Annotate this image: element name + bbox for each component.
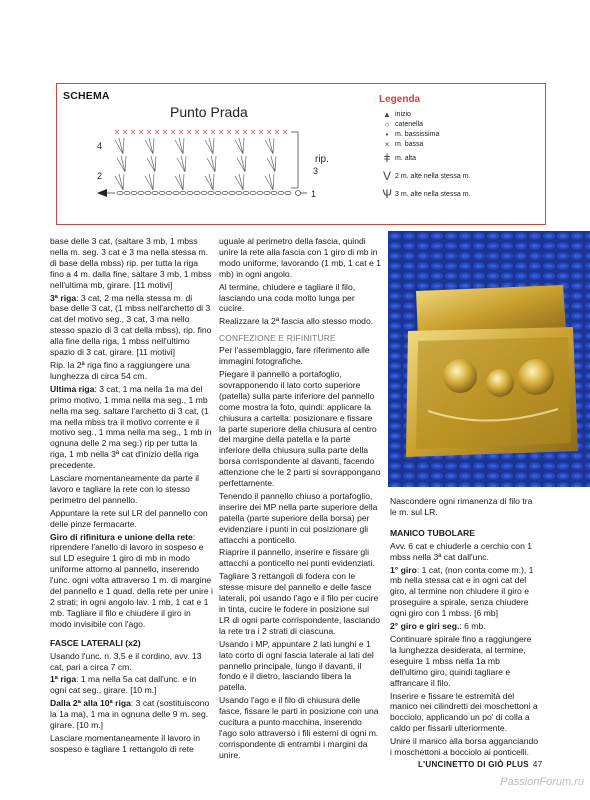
page-footer [418, 760, 542, 769]
text-column-2 [219, 236, 381, 763]
legend-item: ǂ m. alta [379, 150, 545, 167]
text-column-3 [390, 496, 540, 760]
legend-item: V 2 m. alte nella stessa m. [379, 168, 545, 185]
paragraph: Al termine, chiudere e tagliare il filo, lasciando una coda molto lunga per cucire. [219, 281, 356, 314]
single-crochet-row [115, 130, 287, 134]
paragraph: Rip. la 2ª riga fino a raggiungere una lunghezza di circa 54 cm. [50, 359, 190, 381]
paragraph: 3ª riga: 3 cat, 2 ma nella stessa m. di base delle 3 cat, (1 mbss nell'archetto di 3 cat del motivo seg., 3 cat, 3 ma nello stesso spazio di 3 cat della mbss), rip. fino alla fine della riga, 1 mbss nell'ultimo spazio di 3 cat, girare. [11 motivi] [50, 292, 212, 358]
clasp-photo [388, 231, 590, 487]
text-column-1 [50, 236, 213, 757]
paragraph: Giro di rifinitura e unione della rete: riprendere l'anello di lavoro in sospeso e sul LD eseguire 1 giro di mb in modo uniforme attorno al pannello, inserendo l'unc. ogni volta attraverso 1 m. di margine del pannello e 1 quad. della rete per unire i 2 strati; in ogni angolo lav. 1 mb, 1 cat e 1 mb. Tagliare il filo e chiudere il giro in modo invisibile con l'ago. [50, 531, 213, 629]
row-number-2: 2 [97, 171, 103, 181]
legend-item: ○ catenella [379, 120, 545, 129]
paragraph: Ultima riga: 3 cat, 1 ma nella 1a ma del primo motivo, 1 mma nella ma seg., 1 mb nella ma seg. saltare l'archetto di 3 cat, (1 ma nella mbss tra il motivo corrente e il motivo seg., 1 mma nella ma seg., 1 mb in ognuna delle 2 ma seg.) rip per tutta la riga, 1 mb nella 3ª cat d'inizio della riga precedente. [50, 383, 212, 471]
legend-item: × m. bassa [379, 140, 545, 149]
paragraph: 2° giro e giri seg.: 6 mb. [390, 621, 486, 632]
section-heading: FASCE LATERALI (x2) [50, 637, 141, 648]
rip-label: rip. [315, 154, 329, 165]
legend [379, 94, 545, 204]
legend-item: ▲ inizio [379, 110, 545, 119]
paragraph: Tagliare 3 rettangoli di fodera con le stesse misure del pannello e delle fasce laterali, poi usando l'ago e il filo per cucire in tinta, cucire le fodere in posizione sul LR di ogni parte corrispondente, lasciando la rete tra i 2 strati di ciascuna. [219, 571, 380, 636]
foundation-chain [117, 191, 291, 194]
paragraph: Continuare spirale fino a raggiungere la lunghezza desiderata, al termine, eseguire 1 mbss nella 1a mb dell'ultimo giro, quindi tagliare e affrancare il filo. [390, 633, 532, 688]
schema-box [56, 83, 546, 225]
paragraph: base delle 3 cat, (saltare 3 mb, 1 mbss nella m. seg. 3 cat e 3 ma nella stessa m. di base della mbss) rip. per tutta la riga fino a 4 m. dalla fine, saltare 3 mb, 1 mbss nell'ultima mb, girare. [11 motivi] [50, 236, 212, 290]
two-treble-icon: V [382, 169, 391, 183]
legend-item: Ѱ 3 m. alte nella stessa m. [379, 186, 545, 203]
section-heading: CONFEZIONE E RIFINITURE [219, 333, 336, 344]
legend-title: Legenda [379, 94, 421, 105]
row-number-4: 4 [97, 141, 103, 151]
paragraph: Usando l'ago e il filo di chiusura delle fasce, fissare le parti in posizione con una cucitura a punto macchina, inserendo l'ago solo attraverso i fili esterni di ogni m. corrispondente di entrambi i margini da unire. [219, 695, 379, 760]
paragraph: Usando l'unc. n. 3,5 e il cordino, avv. 13 cat, pari a circa 7 cm. [50, 650, 202, 672]
paragraph: Lasciare momentaneamente da parte il lavoro e tagliare la rete con lo stesso perimetro del pannello. [50, 473, 200, 505]
row-number-1: 1 [311, 189, 317, 199]
paragraph: Appuntare la rete sul LR del pannello con delle pinze fermacarte. [50, 507, 208, 529]
magazine-name: L'UNCINETTO DI GIÒ PLUS [418, 760, 529, 769]
cross-icon: × [384, 140, 390, 149]
paragraph: 1ª riga: 1 ma nella 5a cat dall'unc. e in ogni cat seg., girare. [10 m.] [50, 674, 197, 696]
three-treble-icon: Ѱ [382, 187, 392, 201]
paragraph: uguale al perimetro della fascia, quindi unire la rete alla fascia con 1 giro di mb in modo uniforme, lavorando (1 mb, 1 cat e 1 mb) in ogni angolo. [219, 236, 381, 279]
pattern-title: Punto Prada [170, 104, 248, 120]
chain-icon: ○ [384, 120, 390, 129]
row-number-3: 3 [313, 166, 319, 176]
treble-icon: ǂ [383, 151, 391, 165]
crochet-diagram [93, 126, 363, 206]
legend-item: • m. bassissima [379, 130, 545, 139]
paragraph: Nascondere ogni rimanenza di filo tra le m. sul LR. [390, 496, 533, 517]
paragraph: 1° giro: 1 cat, (non conta come m.), 1 mb nella stessa cat e in ogni cat del giro, al termine non chiudere il giro e proseguire a spirale, senza chiudere ogni giro con 1 mbss. [6 mb] [390, 564, 534, 619]
paragraph: Realizzare la 2ª fascia allo stesso modo. [219, 316, 374, 327]
page-number: 47 [532, 760, 543, 769]
shell-stitches [115, 138, 276, 190]
paragraph: Per l'assemblaggio, fare riferimento alle immagini fotografiche. [219, 345, 370, 367]
start-arrow [97, 189, 107, 197]
paragraph: Riaprire il pannello, inserire e fissare gli attacchi a ponticello nei punti evidenziati. [219, 547, 375, 569]
paragraph: Inserire e fissare le estremità del manico nei cilindretti dei moschettoni a bocciolo, applicando un po' di colla a caldo per fissarli ulteriormente. [390, 690, 538, 734]
watermark: PassionForum.ru [500, 776, 584, 788]
paragraph: Tenendo il pannello chiuso a portafoglio, inserire dei MP nella parte superiore della patella (parte superiore della borsa) per evidenziare i punti in cui posizionare gli attacchi a ponticello. [219, 490, 378, 545]
slip-stitch-icon: • [385, 130, 389, 139]
paragraph: Dalla 2ª alla 10ª riga: 3 cat (sostituiscono la 1a ma), 1 ma in ognuna delle 9 m. seg. girare. [10 m.] [50, 698, 210, 731]
paragraph: Usando i MP, appuntare 2 lati lunghi e 1 lato corto di ogni fascia laterale ai lati del pannello principale, lungo il davanti, il fondo e il dietro, lasciando libera la patella. [219, 638, 374, 693]
paragraph: Unire il manico alla borsa agganciando i moschettoni a bocciolo ai ponticelli. [390, 736, 539, 758]
paragraph: Piegare il pannello a portafoglio, sovrapponendo il lato corto superiore (patella) sulla parte inferiore del pannello come mostra la foto, quindi: applicare la chiusura a cartella: posizionare e fissare la parte superiore della chiusura al centro del margine della patella e la parte inferiore della chiusura sulla parte della borsa corrispondente al davanti, facendo attenzione che le 2 parti si sovrappongano perfettamente. [219, 368, 381, 489]
section-heading: MANICO TUBOLARE [390, 527, 475, 538]
schema-title: SCHEMA [63, 90, 110, 102]
paragraph: Avv. 6 cat e chiuderle a cerchio con 1 mbss nella 3ª cat dall'unc. [390, 540, 533, 562]
triangle-icon: ▲ [383, 110, 391, 119]
paragraph: Lasciare momentaneamente il lavoro in sospeso e tagliare 1 rettangolo di rete [50, 732, 200, 754]
